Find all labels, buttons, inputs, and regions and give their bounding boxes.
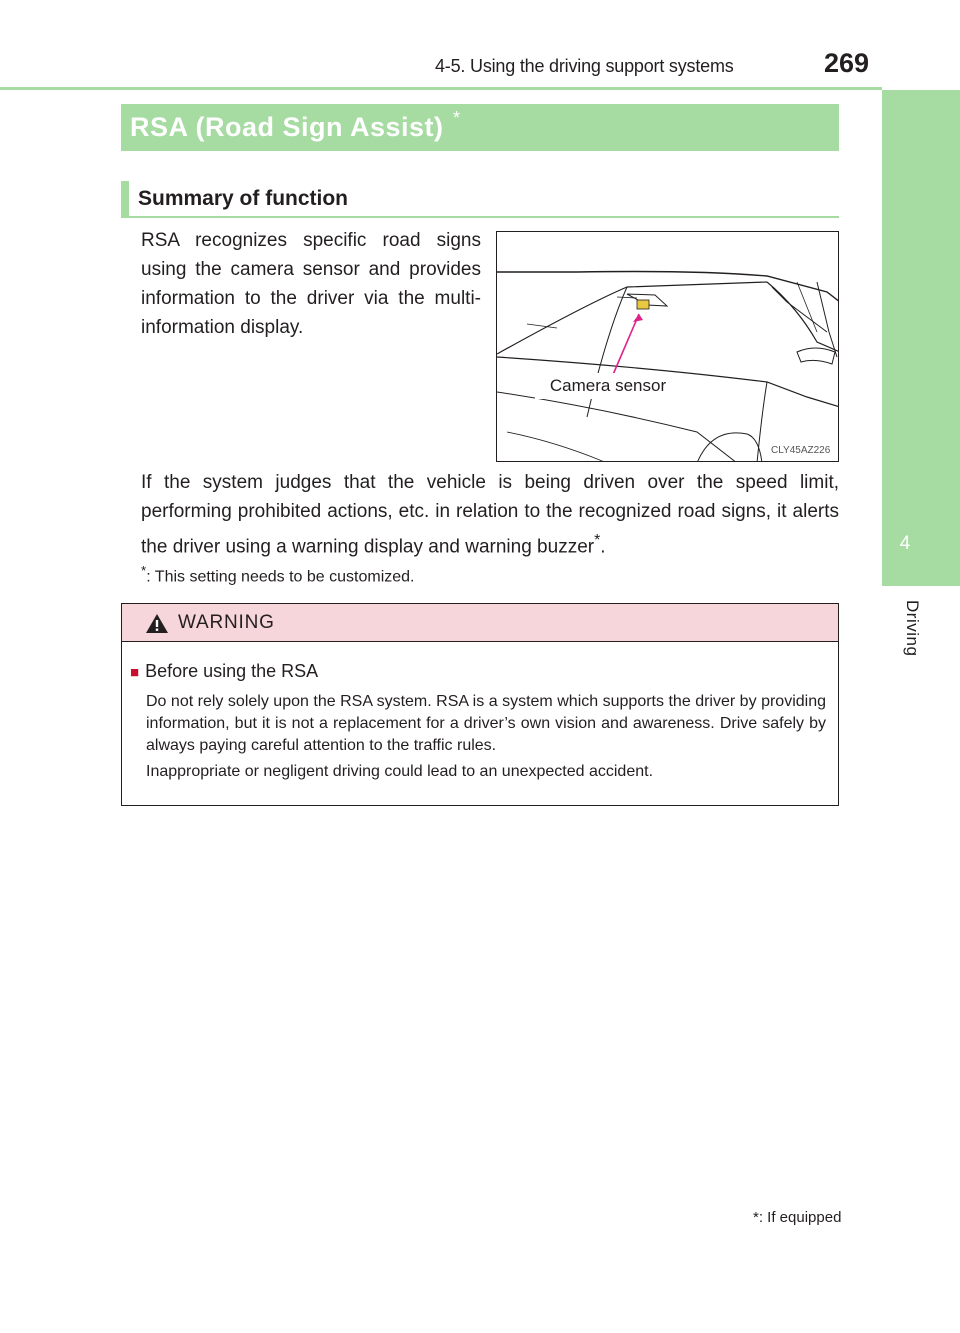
warning-text-1: Do not rely solely upon the RSA system. RSA is a system which supports the driver by providing information, but it is not a replacement for a driver’s own vision and awareness. Drive safely by always paying careful attention to the traffic rules. (146, 693, 826, 754)
alert-paragraph-period: . (600, 536, 606, 558)
subsection-accent (121, 181, 129, 218)
camera-sensor-label: Camera sensor (535, 373, 681, 399)
warning-header (122, 604, 838, 642)
header-section-title: 4-5. Using the driving support systems (435, 56, 734, 76)
windshield-illustration (496, 231, 839, 462)
footnote-asterisk: * (141, 563, 147, 578)
footer-asterisk: * (753, 1209, 759, 1226)
warning-title: WARNING (178, 612, 275, 633)
page-number: 269 (824, 48, 870, 78)
alert-paragraph-text: If the system judges that the vehicle is being driven over the speed limit, performing prohibited actions, etc. in relation to the recognized road signs, it alerts the driver using a warning display and warning buzzer (141, 472, 839, 558)
warning-text-2: Inappropriate or negligent driving could lead to an unexpected accident. (146, 763, 654, 780)
footnote-text: : This setting needs to be customized. (146, 568, 415, 586)
car-drawing (497, 232, 839, 462)
chapter-tab-label: Driving (903, 600, 922, 657)
page-title: RSA (Road Sign Assist) (130, 112, 444, 142)
warning-item-title: Before using the RSA (145, 661, 319, 681)
intro-paragraph: RSA recognizes specific road signs using the camera sensor and provides information to the driver via the multi-information display. (141, 230, 481, 338)
alert-paragraph (141, 468, 839, 561)
footnote (141, 563, 414, 586)
footer-note (753, 1209, 841, 1226)
subsection-title: Summary of function (138, 187, 349, 210)
camera-sensor-mark (637, 300, 649, 309)
chapter-tab-number: 4 (899, 533, 911, 554)
figure-code: CLY45AZ226 (771, 445, 831, 456)
alert-paragraph-asterisk: * (594, 532, 601, 549)
square-bullet-icon: ■ (130, 664, 140, 681)
title-asterisk: * (453, 108, 461, 128)
warning-box (121, 603, 839, 806)
chapter-tab[interactable] (882, 90, 960, 586)
footer-text: : If equipped (758, 1209, 842, 1226)
warning-item-heading (130, 661, 318, 682)
header-rule (0, 87, 882, 90)
warning-triangle-icon (145, 613, 169, 634)
